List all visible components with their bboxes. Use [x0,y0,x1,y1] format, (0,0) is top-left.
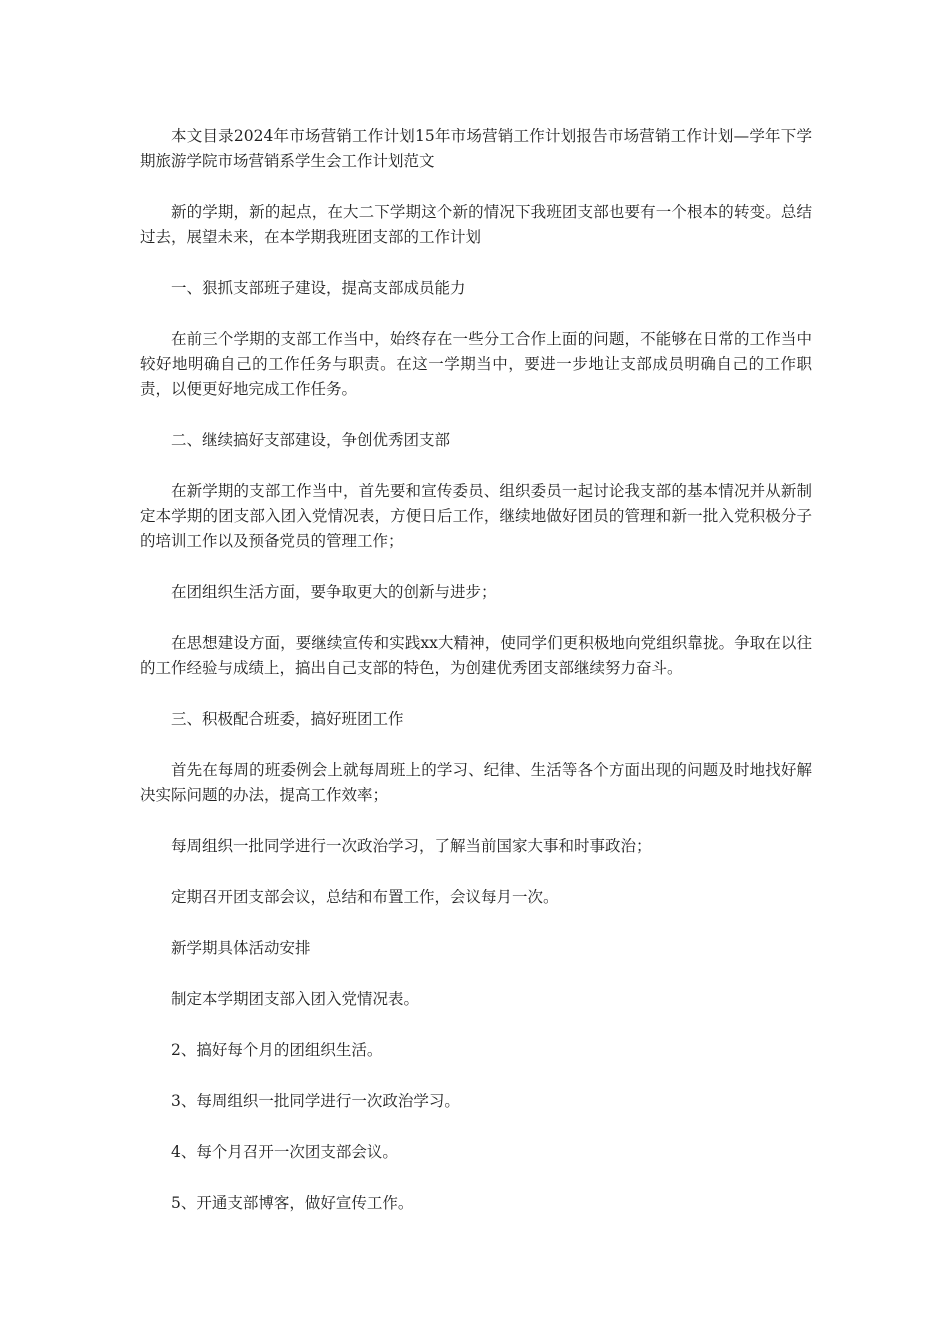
body-paragraph: 在思想建设方面，要继续宣传和实践xx大精神，使同学们更积极地向党组织靠拢。争取在以往的工作经验与成绩上，搞出自己支部的特色，为创建优秀团支部继续努力奋斗。 [140,634,812,677]
body-paragraph: 在前三个学期的支部工作当中，始终存在一些分工合作上面的问题，不能够在日常的工作当中较好地明确自己的工作任务与职责。在这一学期当中，要进一步地让支部成员明确自己的工作职责，以便更好地完成工作任务。 [140,330,812,398]
section-heading-3: 三、积极配合班委，搞好班团工作 [171,710,404,728]
document-body [140,124,812,1242]
body-paragraph: 每周组织一批同学进行一次政治学习，了解当前国家大事和时事政治； [171,837,652,855]
section-heading-2: 二、继续搞好支部建设，争创优秀团支部 [171,431,451,449]
body-paragraph: 在团组织生活方面，要争取更大的创新与进步； [171,583,497,601]
body-paragraph: 定期召开团支部会议，总结和布置工作，会议每月一次。 [171,888,559,906]
body-paragraph: 首先在每周的班委例会上就每周班上的学习、纪律、生活等各个方面出现的问题及时地找好解决实际问题的办法，提高工作效率； [140,761,812,804]
activity-heading: 新学期具体活动安排 [171,939,311,957]
toc-paragraph: 本文目录2024年市场营销工作计划15年市场营销工作计划报告市场营销工作计划—学年下学期旅游学院市场营销系学生会工作计划范文 [140,127,812,170]
body-paragraph: 在新学期的支部工作当中，首先要和宣传委员、组织委员一起讨论我支部的基本情况并从新制定本学期的团支部入团入党情况表，方便日后工作，继续地做好团员的管理和新一批入党积极分子的培训工作以及预备党员的管理工作； [140,482,812,550]
section-heading-1: 一、狠抓支部班子建设，提高支部成员能力 [171,279,466,297]
list-item: 4、每个月召开一次团支部会议。 [171,1143,398,1161]
intro-paragraph: 新的学期，新的起点，在大二下学期这个新的情况下我班团支部也要有一个根本的转变。总结过去，展望未来，在本学期我班团支部的工作计划 [140,203,812,246]
list-item: 2、搞好每个月的团组织生活。 [171,1041,383,1059]
list-item: 5、开通支部博客，做好宣传工作。 [171,1194,414,1212]
list-item: 3、每周组织一批同学进行一次政治学习。 [171,1092,460,1110]
list-item: 制定本学期团支部入团入党情况表。 [171,990,420,1008]
